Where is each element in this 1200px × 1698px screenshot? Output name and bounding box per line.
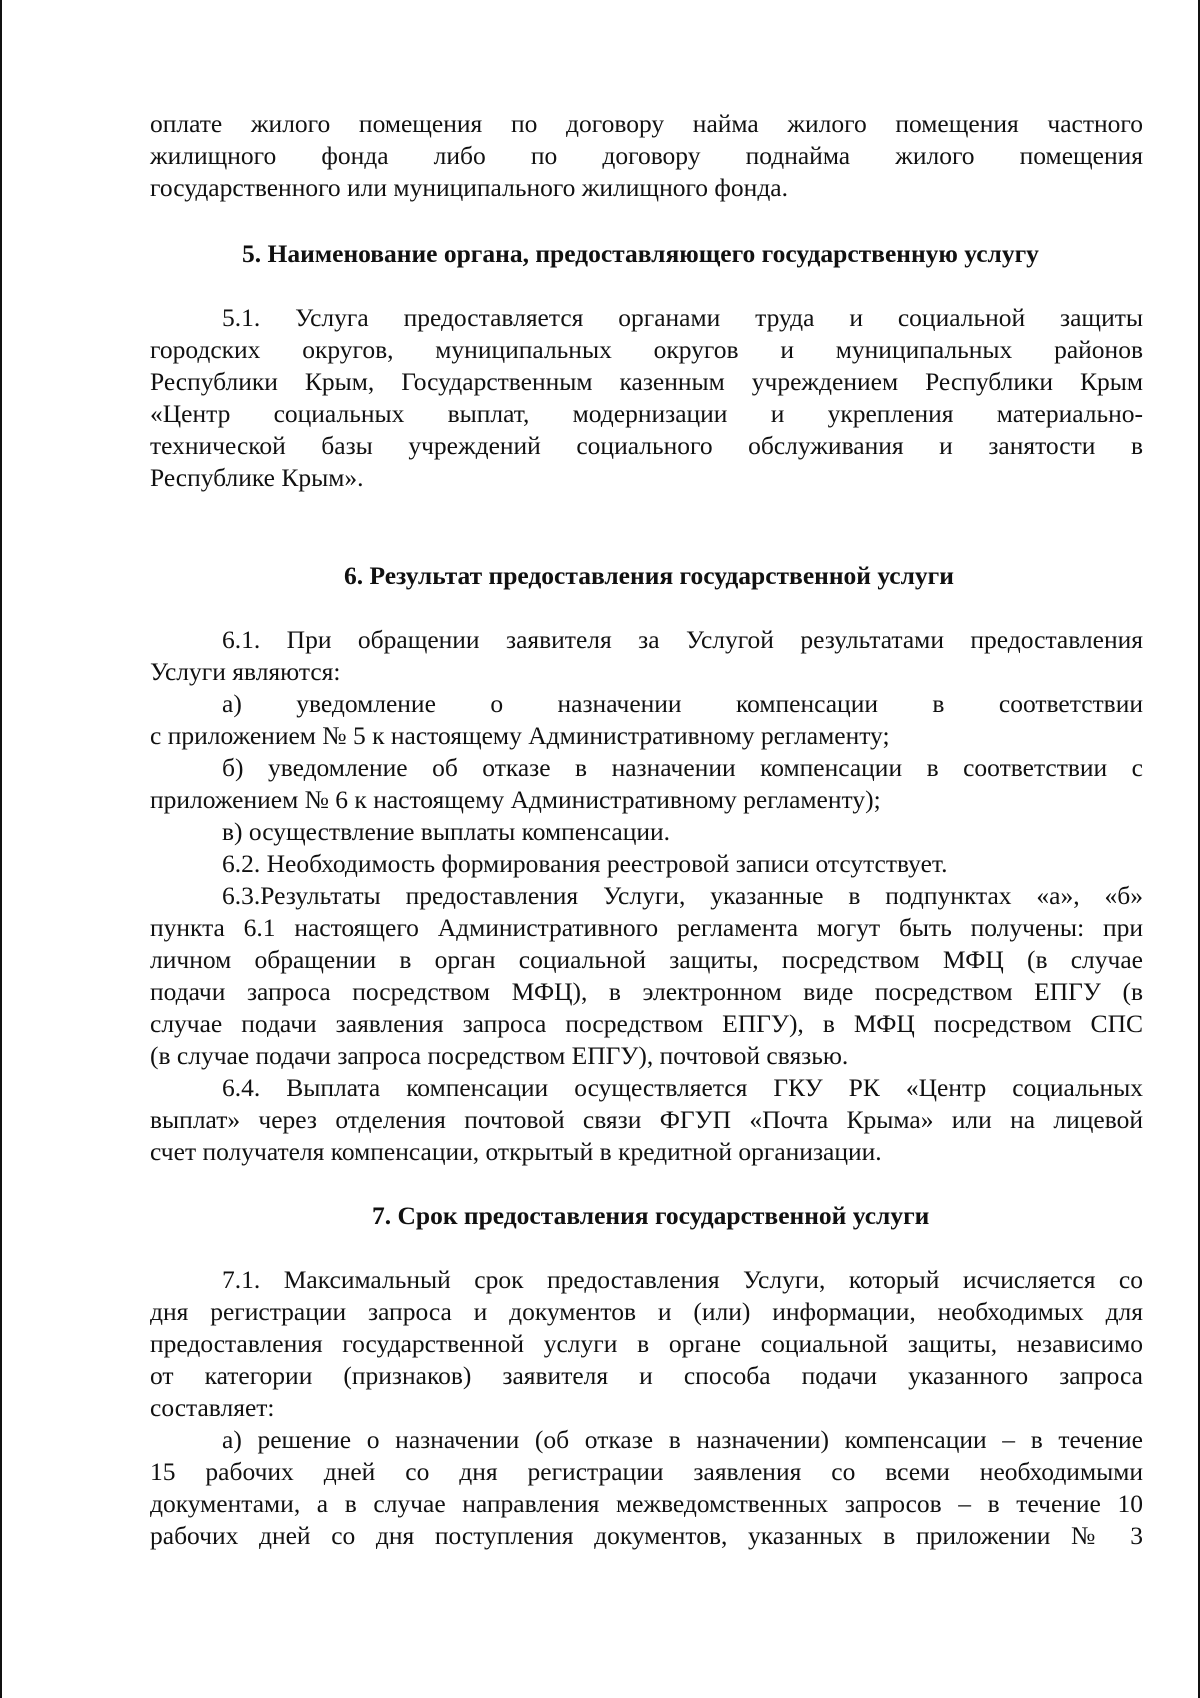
section-7-line: а) решение о назначении (об отказе в назначении) компенсации – в течение <box>222 1425 1143 1454</box>
section-6-line: подачи запроса посредством МФЦ), в электронном виде посредством ЕПГУ (в <box>150 977 1143 1006</box>
section-6-line: б) уведомление об отказе в назначении компенсации в соответствии с <box>222 753 1143 782</box>
section-6-line: 6.4. Выплата компенсации осуществляется ГКУ РК «Центр социальных <box>222 1073 1143 1102</box>
section-6-line: 6.3.Результаты предоставления Услуги, указанные в подпунктах «а», «б» <box>222 881 1143 910</box>
section-7-line: 7.1. Максимальный срок предоставления Услуги, который исчисляется со <box>222 1265 1143 1294</box>
section-6-line: личном обращении в орган социальной защиты, посредством МФЦ (в случае <box>150 945 1143 974</box>
section-6-line: счет получателя компенсации, открытый в кредитной организации. <box>150 1137 882 1166</box>
section-7-line: рабочих дней со дня поступления документов, указанных в приложении № 3 <box>150 1521 1143 1550</box>
section-6-line: а) уведомление о назначении компенсации в соответствии <box>222 689 1143 718</box>
scan-border-left <box>0 0 2 1698</box>
section-7-line: 15 рабочих дней со дня регистрации заявления со всеми необходимыми <box>150 1457 1143 1486</box>
section-7-line: документами, а в случае направления межведомственных запросов – в течение 10 <box>150 1489 1143 1518</box>
intro-line: жилищного фонда либо по договору поднайма жилого помещения <box>150 141 1143 170</box>
intro-line: государственного или муниципального жилищного фонда. <box>150 173 788 202</box>
section-6-line: (в случае подачи запроса посредством ЕПГУ), почтовой связью. <box>150 1041 849 1070</box>
section-7-line: от категории (признаков) заявителя и способа подачи указанного запроса <box>150 1361 1143 1390</box>
section-7-line: дня регистрации запроса и документов и (или) информации, необходимых для <box>150 1297 1143 1326</box>
section-6-line: с приложением № 5 к настоящему Административному регламенту; <box>150 721 890 750</box>
section-7-line: предоставления государственной услуги в органе социальной защиты, независимо <box>150 1329 1143 1358</box>
section-5-line: 5.1. Услуга предоставляется органами труда и социальной защиты <box>222 303 1143 332</box>
section-5-line: Республике Крым». <box>150 463 364 492</box>
section-6-line: 6.1. При обращении заявителя за Услугой результатами предоставления <box>222 625 1143 654</box>
section-5-line: Республики Крым, Государственным казенным учреждением Республики Крым <box>150 367 1143 396</box>
section-5-heading: 5. Наименование органа, предоставляющего государственную услугу <box>242 239 1039 268</box>
section-7-line: составляет: <box>150 1393 275 1422</box>
intro-line: оплате жилого помещения по договору найма жилого помещения частного <box>150 109 1143 138</box>
section-5-line: технической базы учреждений социального обслуживания и занятости в <box>150 431 1143 460</box>
section-5-line: «Центр социальных выплат, модернизации и укрепления материально- <box>150 399 1143 428</box>
section-5-line: городских округов, муниципальных округов и муниципальных районов <box>150 335 1143 364</box>
section-6-line: случае подачи заявления запроса посредством ЕПГУ), в МФЦ посредством СПС <box>150 1009 1143 1038</box>
section-7-heading: 7. Срок предоставления государственной услуги <box>372 1201 930 1230</box>
section-6-line: 6.2. Необходимость формирования реестровой записи отсутствует. <box>222 849 948 878</box>
section-6-heading: 6. Результат предоставления государственной услуги <box>344 561 954 590</box>
section-6-line: пункта 6.1 настоящего Административного регламента могут быть получены: при <box>150 913 1143 942</box>
section-6-line: Услуги являются: <box>150 657 341 686</box>
section-6-line: выплат» через отделения почтовой связи ФГУП «Почта Крыма» или на лицевой <box>150 1105 1143 1134</box>
section-6-line: приложением № 6 к настоящему Административному регламенту); <box>150 785 881 814</box>
section-6-line: в) осуществление выплаты компенсации. <box>222 817 671 846</box>
